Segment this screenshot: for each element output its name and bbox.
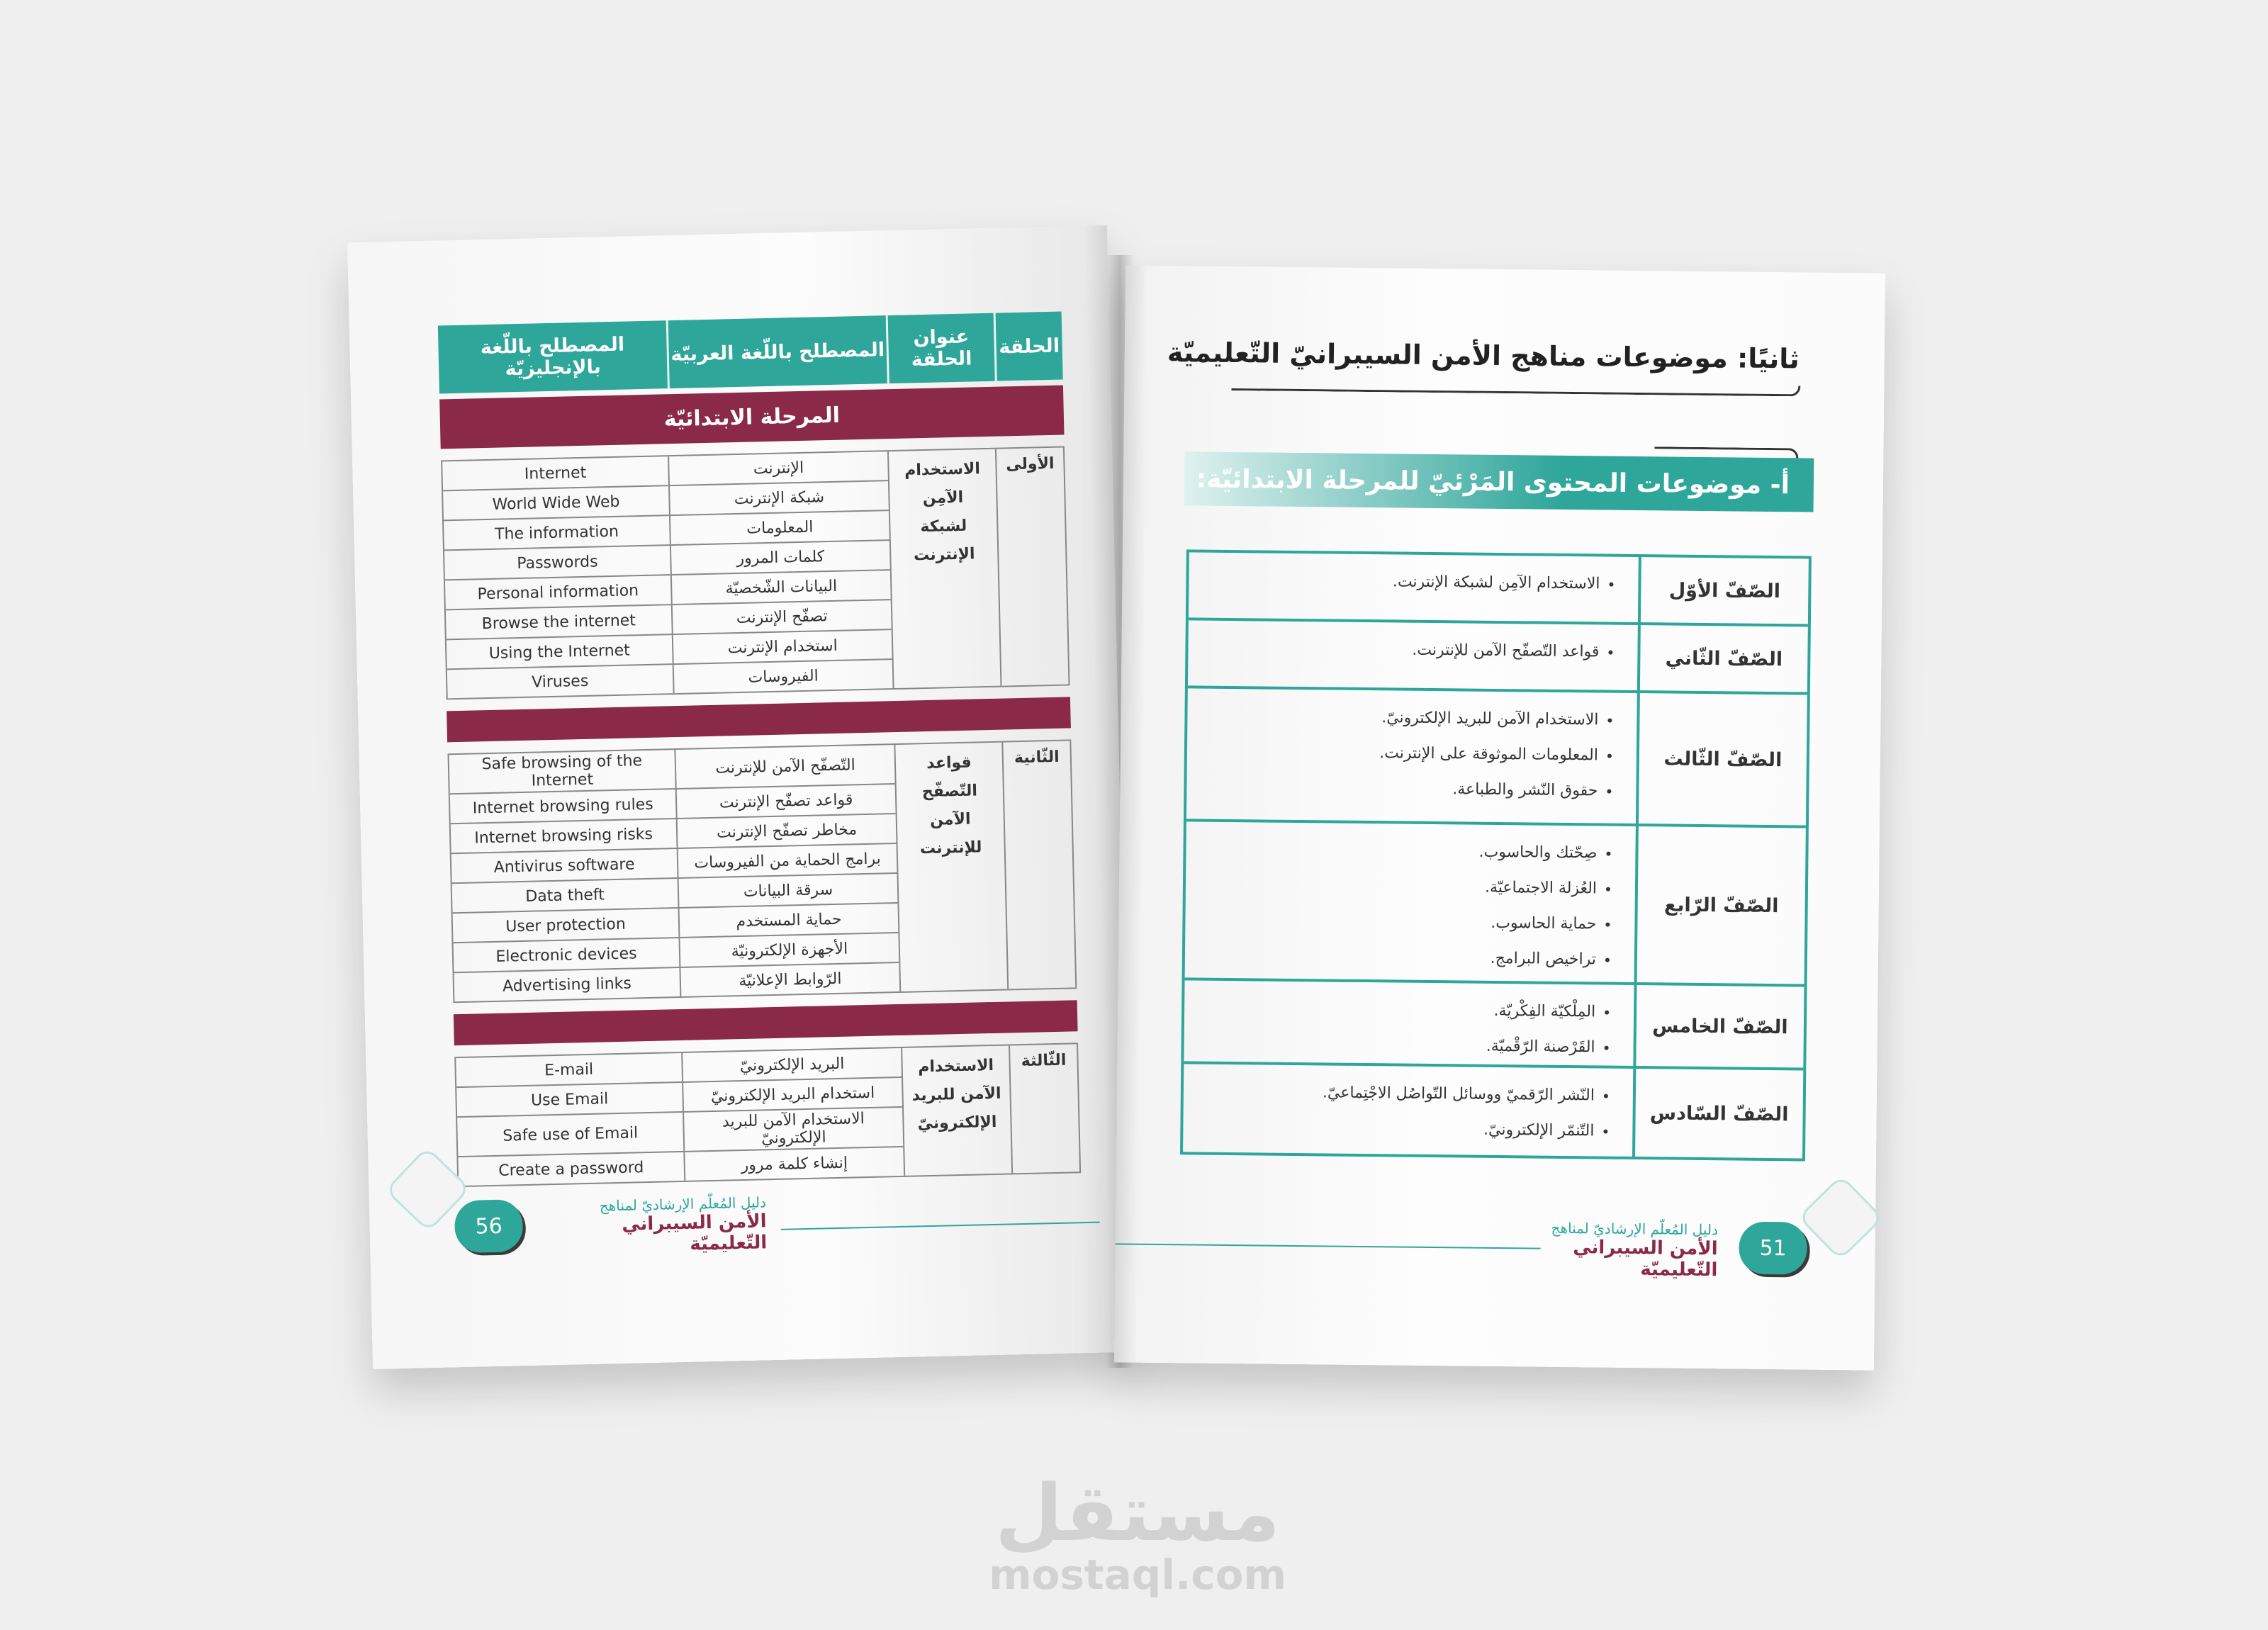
term-en: Electronic devices <box>495 944 637 966</box>
term-en: Use Email <box>530 1089 609 1110</box>
grade-row <box>1183 1064 1803 1158</box>
site-watermark <box>989 1468 1286 1599</box>
section-subheading: أ- موضوعات المحتوى المَرْئيّ للمرحلة الابتدائيّة: <box>1184 451 1814 512</box>
term-ar: مخاطر تصفّح الإنترنت <box>676 814 897 848</box>
term-ar: قواعد تصفّح الإنترنت <box>675 785 896 818</box>
footer-text <box>554 1193 768 1258</box>
term-en: World Wide Web <box>492 493 620 514</box>
term-ar: استخدام الإنترنت <box>672 630 892 663</box>
term-ar: برامج الحماية من الفيروسات <box>677 844 897 877</box>
topic-item: • التّنمّر الإلكترونيّ. <box>1190 1109 1594 1149</box>
term-ar: الإنترنت <box>668 451 888 485</box>
topic-item: • المعلومات الموثوقة على الإنترنت. <box>1194 734 1598 773</box>
term-ar: سرقة البيانات <box>678 874 898 907</box>
term-en: The information <box>494 522 619 544</box>
ring-group-1 <box>441 446 1070 699</box>
term-en: Browse the internet <box>481 611 636 633</box>
grade-label: الصّفّ السّادس <box>1632 1069 1803 1159</box>
page-heading: ثانيًا: موضوعات مناهج الأمن السيبرانيّ التّعليميّة <box>1167 337 1800 375</box>
ring-label: الثّانية <box>1001 741 1075 989</box>
footer-subtitle: دليل المُعلّم الإرشاديّ لمناهج <box>599 1193 767 1215</box>
grade-row <box>1185 821 1806 987</box>
term-en: Using the Internet <box>488 641 631 663</box>
term-ar: الفيروسات <box>673 660 893 693</box>
topic-item: • الاستخدام الآمِن لشبكة الإنترنت. <box>1196 562 1600 602</box>
term-ar: استخدام البريد الإلكترونيّ <box>682 1078 902 1111</box>
grade-row <box>1188 620 1808 695</box>
term-ar: المعلومات <box>669 511 889 544</box>
group-divider-band <box>447 697 1071 742</box>
grade-label: الصّفّ الأوّل <box>1638 557 1809 624</box>
term-en: Antivirus software <box>493 855 635 877</box>
topic-item: • القَرْصنة الرّقْميّة. <box>1191 1025 1595 1065</box>
header-term-en: المصطلح باللّغة بالإنجليزيّة <box>438 320 668 393</box>
watermark-arabic: مستقل <box>994 1468 1281 1558</box>
left-page-footer <box>389 1137 1100 1255</box>
topic-item: • حماية الحاسوب. <box>1192 902 1596 942</box>
page-number-badge: 56 <box>454 1199 524 1253</box>
heading-underline <box>1231 380 1800 396</box>
watermark-latin: mostaql.com <box>989 1551 1286 1599</box>
term-en: Data theft <box>525 885 605 906</box>
topic-item: • المِلْكيّة الفِكْريّة. <box>1191 990 1595 1030</box>
term-ar: البيانات الشّخصيّة <box>670 570 891 604</box>
footer-rule <box>781 1222 1100 1230</box>
grade-row <box>1184 980 1804 1070</box>
ring-title: الاستخدام الآمِن لشبكة الإنترنت <box>887 449 1001 688</box>
term-ar: التّصفّح الآمن للإنترنت <box>674 745 894 788</box>
ring-group-2 <box>447 739 1077 1003</box>
footer-subtitle: دليل المُعلّم الإرشاديّ لمناهج <box>1551 1219 1719 1239</box>
header-ring-title: عنوان الحلقة <box>886 313 995 383</box>
topic-item: • حقوق النّشر والطباعة. <box>1194 769 1598 809</box>
footer-title: الأمن السيبراني التّعليميّة <box>621 1210 768 1255</box>
ring-title: قواعد التّصفّح الآمن للإنترنت <box>894 743 1007 991</box>
ring-label: الثّالثة <box>1009 1044 1079 1173</box>
page-number-badge: 51 <box>1739 1222 1807 1275</box>
term-en: Passwords <box>517 552 598 573</box>
topic-item: • صِحّتك والحاسوب. <box>1193 831 1597 871</box>
term-ar: البريد الإلكترونيّ <box>681 1048 902 1081</box>
term-ar: الأجهزة الإلكترونيّة <box>678 933 899 967</box>
ring-label: الأولى <box>995 448 1069 686</box>
topic-item: • النّشر الرّقميّ ووسائل التّواصُل الاجْتِماعيّ. <box>1191 1074 1595 1113</box>
stage-band: المرحلة الابتدائيّة <box>439 386 1064 449</box>
grade-label: الصّفّ الخامس <box>1633 985 1804 1068</box>
diamond-ornament-icon <box>1797 1174 1884 1261</box>
term-ar: كلمات المرور <box>670 541 890 574</box>
term-en: Safe browsing of the Internet <box>481 752 643 790</box>
term-en: E-mail <box>544 1060 594 1079</box>
term-en: Personal information <box>477 581 639 603</box>
grade-label: الصّفّ الثّالث <box>1636 693 1807 826</box>
term-en: Advertising links <box>502 974 632 996</box>
grade-label: الصّفّ الثّاني <box>1637 625 1808 692</box>
term-ar: الرّوابط الإعلانيّة <box>679 963 899 996</box>
term-ar: إنشاء كلمة مرور <box>683 1147 904 1181</box>
term-en: Safe use of Email <box>503 1123 639 1145</box>
left-page <box>347 225 1133 1369</box>
topic-item: • العُزلة الاجتماعيّة. <box>1193 867 1597 906</box>
grade-row <box>1189 552 1809 626</box>
footer-title: الأمن السيبراني التّعليميّة <box>1573 1237 1718 1281</box>
footer-text <box>1540 1220 1718 1281</box>
topic-item: • قواعد التّصفّح الآمن للإنترنت. <box>1195 630 1599 670</box>
term-ar: تصفّح الإنترنت <box>671 600 892 634</box>
header-term-ar: المصطلح باللّغة العربيّة <box>666 315 887 388</box>
grades-table <box>1180 549 1812 1161</box>
term-ar: الاستخدام الآمن للبريد الإلكترونيّ <box>683 1108 903 1151</box>
topic-item: • الاستخدام الآمن للبريد الإلكترونيّ. <box>1194 698 1598 738</box>
glossary-table <box>438 312 1081 1188</box>
ring-title: الاستخدام الآمن للبريد الإلكترونيّ <box>901 1045 1011 1175</box>
topic-item: • تراخيص البرامج. <box>1192 938 1596 977</box>
term-ar: حماية المستخدم <box>678 904 899 937</box>
glossary-table-header <box>438 312 1063 394</box>
term-en: User protection <box>505 915 627 936</box>
term-en: Internet browsing rules <box>472 795 653 818</box>
footer-rule <box>1116 1243 1541 1249</box>
term-en: Viruses <box>531 672 589 692</box>
term-en: Internet browsing risks <box>474 825 653 848</box>
term-en: Internet <box>524 463 587 483</box>
grade-row <box>1186 688 1807 828</box>
header-ring: الحلقة <box>994 312 1063 381</box>
grade-label: الصّفّ الرّابع <box>1634 826 1806 984</box>
group-divider-band <box>454 1000 1078 1045</box>
term-ar: شبكة الإنترنت <box>668 481 889 515</box>
term-en: Create a password <box>498 1158 644 1180</box>
right-page <box>1114 265 1885 1370</box>
